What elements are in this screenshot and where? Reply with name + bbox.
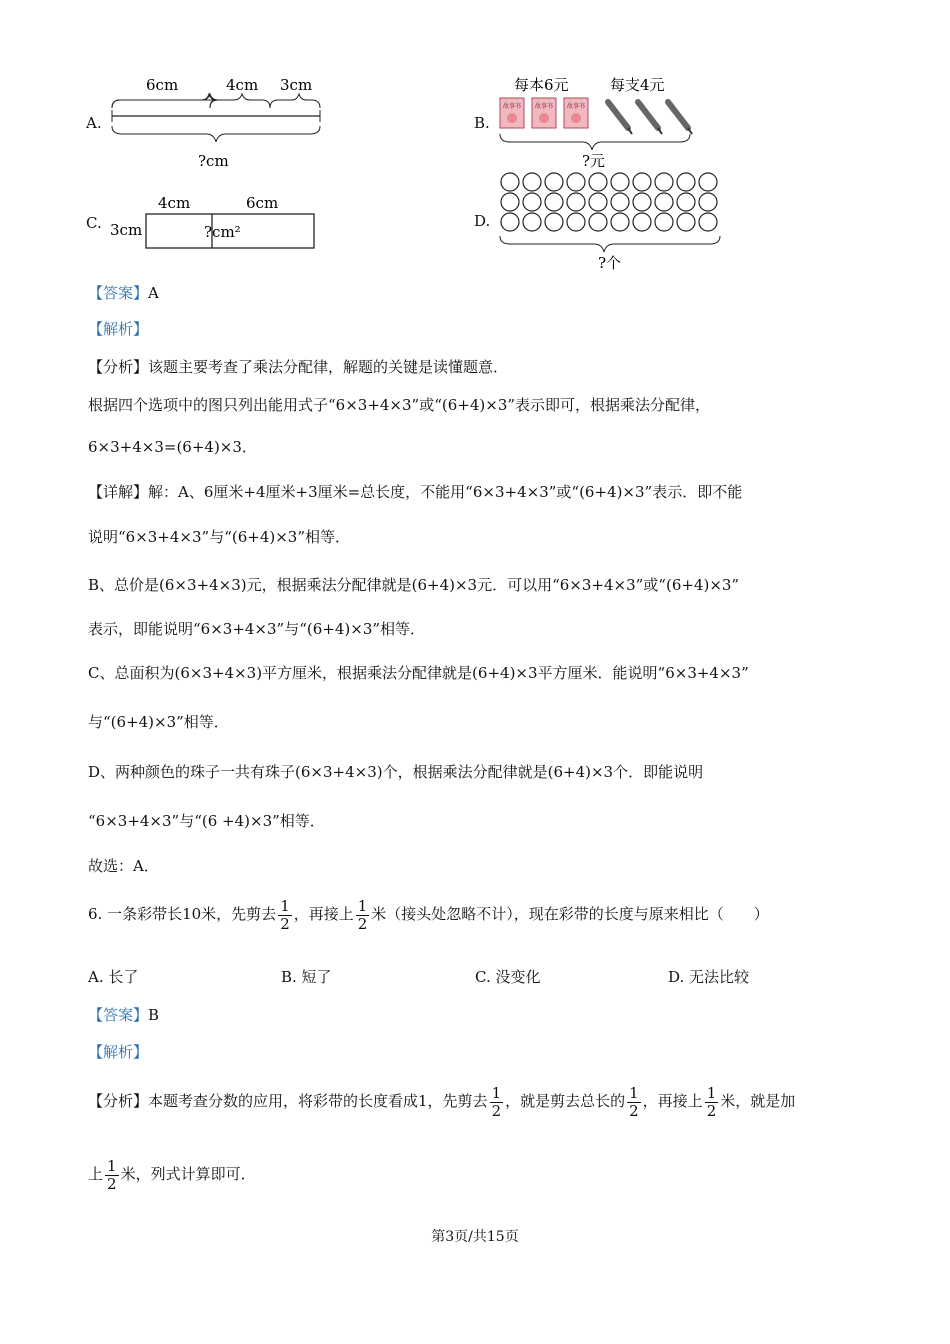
- fenxi-line-2: 根据四个选项中的图只列出能用式子“6×3+4×3”或“(6+4)×3”表示即可，根据乘法分配律，: [88, 396, 711, 414]
- fenxi2-t5: 上: [88, 1165, 104, 1183]
- option-c: C. 没变化: [475, 968, 541, 986]
- bead: [545, 173, 563, 191]
- xiangjie-b2: 表示，即能说明“6×3+4×3”与“(6+4)×3”相等．: [88, 620, 426, 638]
- question-6: [88, 898, 769, 932]
- bead: [611, 213, 629, 231]
- bead: [501, 193, 519, 211]
- analysis-tag: 【解析】: [88, 320, 149, 338]
- figure-a-diagram: [86, 70, 346, 180]
- fenxi-line-1: [88, 356, 508, 377]
- figure-c: [86, 190, 346, 260]
- figure-b-diagram: [474, 70, 714, 170]
- fenxi-2-line-2: [88, 1158, 256, 1192]
- option-d: D. 无法比较: [668, 968, 750, 986]
- fraction-half: $\frac{1}{2}$: [107, 1157, 117, 1193]
- figure-c-h: 3cm: [110, 221, 143, 239]
- book-label: 故事书: [503, 103, 522, 110]
- figure-a-seg2: 4cm: [226, 76, 259, 94]
- xiangjie-conclusion: 故选：A．: [88, 857, 159, 875]
- fenxi2-t3: ，再接上: [642, 1092, 703, 1110]
- bead: [633, 193, 651, 211]
- xiangjie-a1: 解：A、6厘米+4厘米+3厘米=总长度，不能用“6×3+4×3”或“(6+4)×3”表示．即不能: [148, 483, 743, 501]
- fenxi-2-line-1: [88, 1085, 795, 1119]
- bead: [545, 213, 563, 231]
- page-footer: 第3页/共15页: [431, 1229, 519, 1245]
- figure-c-letter: C.: [86, 214, 102, 232]
- bead: [523, 193, 541, 211]
- figure-a: [86, 70, 346, 180]
- bead: [589, 173, 607, 191]
- fenxi-tag: 【分析】: [88, 358, 149, 376]
- figure-d-diagram: [474, 170, 734, 275]
- book-icon: [564, 98, 588, 128]
- fraction-half: $\frac{1}{2}$: [357, 897, 368, 933]
- xiangjie-b1: B、总价是(6×3+4×3)元，根据乘法分配律就是(6+4)×3元．可以用“6×3+4×3”或“(6+4)×3”: [88, 576, 740, 594]
- bead: [699, 213, 717, 231]
- answer-line-2: [88, 1004, 159, 1025]
- bead: [589, 193, 607, 211]
- figure-c-area: ?cm²: [204, 223, 241, 241]
- figure-a-total: ?cm: [198, 152, 229, 170]
- fraction-half: $\frac{1}{2}$: [491, 1084, 502, 1120]
- xiangjie-d1: D、两种颜色的珠子一共有珠子(6×3+4×3)个，根据乘法分配律就是(6+4)×3个．即能说明: [88, 763, 704, 781]
- bead: [677, 173, 695, 191]
- book-icon: [500, 98, 524, 128]
- xiangjie-line-a1: [88, 481, 742, 502]
- fenxi-line-3: 6×3+4×3=(6+4)×3．: [88, 438, 257, 456]
- bead: [677, 193, 695, 211]
- pen-icon: [638, 102, 662, 134]
- brace: [500, 236, 720, 252]
- figure-c-w2: 6cm: [246, 194, 279, 212]
- analysis-tag: 【解析】: [88, 1043, 149, 1061]
- figure-b-letter: B.: [474, 114, 490, 132]
- answer-tag: 【答案】: [88, 1006, 149, 1024]
- figure-d-letter: D.: [474, 212, 491, 230]
- question-text-2: ，再接上: [293, 905, 354, 923]
- bead: [501, 173, 519, 191]
- bead: [545, 193, 563, 211]
- book-icon: [532, 98, 556, 128]
- question-text-3: 米（接头处忽略不计），现在彩带的长度与原来相比（ ）: [371, 905, 769, 923]
- xiangjie-c1: C、总面积为(6×3+4×3)平方厘米，根据乘法分配律就是(6+4)×3平方厘米．能说明“6×3+4×3”: [88, 664, 749, 682]
- xiangjie-tag: 【详解】: [88, 483, 149, 501]
- figure-b-pen-price: 每支4元: [610, 76, 665, 94]
- bead: [699, 193, 717, 211]
- fenxi2-t6: 米，列式计算即可．: [120, 1165, 256, 1183]
- bead: [655, 173, 673, 191]
- figure-b: [474, 70, 714, 170]
- xiangjie-c2: 与“(6+4)×3”相等．: [88, 713, 229, 731]
- book-label: 故事书: [535, 103, 554, 110]
- pen-icon: [668, 102, 692, 134]
- answer-line-1: [88, 282, 159, 303]
- pen-icon: [608, 102, 632, 134]
- xiangjie-d2: “6×3+4×3”与“(6 +4)×3”相等．: [88, 812, 325, 830]
- figure-c-diagram: [86, 190, 346, 260]
- answer-value: A: [148, 284, 159, 302]
- bead: [589, 213, 607, 231]
- bead: [655, 193, 673, 211]
- question-number: 6.: [88, 905, 103, 923]
- bead: [677, 213, 695, 231]
- bead: [501, 213, 519, 231]
- bead: [655, 213, 673, 231]
- fenxi2-t1: 本题考查分数的应用，将彩带的长度看成1，先剪去: [148, 1092, 488, 1110]
- fraction-half: $\frac{1}{2}$: [629, 1084, 639, 1120]
- figure-d: [474, 170, 734, 275]
- analysis-line-2: [88, 1041, 148, 1062]
- fraction-half: $\frac{1}{2}$: [706, 1084, 717, 1120]
- book-label: 故事书: [567, 103, 586, 110]
- bead: [611, 173, 629, 191]
- xiangjie-a2: 说明“6×3+4×3”与“(6+4)×3”相等．: [88, 528, 351, 546]
- bead: [523, 213, 541, 231]
- figure-c-w1: 4cm: [158, 194, 191, 212]
- bead: [523, 173, 541, 191]
- fenxi-text: 该题主要考查了乘法分配律，解题的关键是读懂题意．: [148, 358, 509, 376]
- figure-a-seg1: 6cm: [146, 76, 179, 94]
- answer-tag: 【答案】: [88, 284, 149, 302]
- figure-a-letter: A.: [86, 114, 102, 132]
- bead: [633, 173, 651, 191]
- fenxi2-t4: 米，就是加: [720, 1092, 796, 1110]
- bead: [567, 193, 585, 211]
- analysis-line-1: [88, 318, 148, 339]
- option-a: A. 长了: [88, 968, 139, 986]
- fenxi-tag: 【分析】: [88, 1092, 149, 1110]
- bead: [611, 193, 629, 211]
- figure-b-book-price: 每本6元: [514, 76, 569, 94]
- fraction-half: $\frac{1}{2}$: [280, 897, 290, 933]
- figure-a-seg3: 3cm: [280, 76, 313, 94]
- bead: [699, 173, 717, 191]
- bead: [567, 213, 585, 231]
- question-text-1: 一条彩带长10米，先剪去: [107, 905, 277, 923]
- option-b: B. 短了: [281, 968, 332, 986]
- figure-b-total: ?元: [582, 152, 606, 170]
- bead: [567, 173, 585, 191]
- fenxi2-t2: ，就是剪去总长的: [505, 1092, 626, 1110]
- figure-d-total: ?个: [598, 254, 622, 272]
- answer-value: B: [148, 1006, 160, 1024]
- bead: [633, 213, 651, 231]
